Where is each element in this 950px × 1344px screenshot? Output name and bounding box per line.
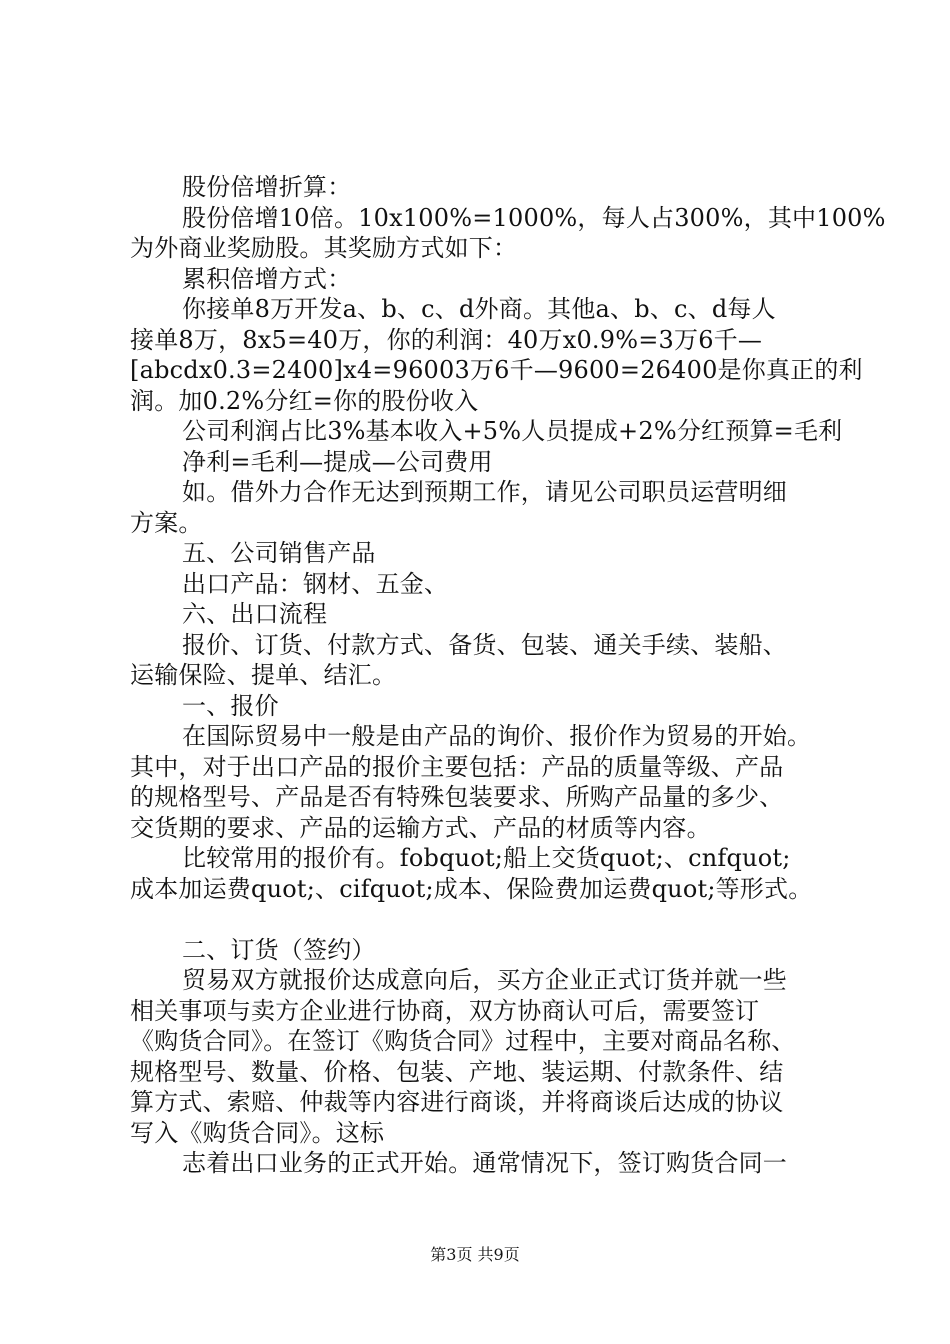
text-line: 规格型号、数量、价格、包装、产地、装运期、付款条件、结 [130,1057,784,1086]
text-line: 一、报价 [182,691,279,720]
body-text [130,172,886,1179]
text-line: 方案。 [130,508,203,537]
text-line: [abcdx0.3=2400]x4=96003万6千—9600=26400是你真正的利 [130,356,863,384]
blank-line [130,904,850,935]
text-line: 六、出口流程 [182,600,328,628]
text-line: 股份倍增折算： [182,173,352,201]
text-line: 运输保险、提单、结汇。 [130,661,397,689]
text-line: 为外商业奖励股。其奖励方式如下： [130,234,518,262]
text-line: 五、公司销售产品 [182,539,376,567]
text-line: 出口产品：钢材、五金、 [182,569,449,598]
text-line: 《购货合同》。在签订《购货合同》过程中，主要对商品名称、 [130,1027,796,1055]
text-line: 其中，对于出口产品的报价主要包括：产品的质量等级、产品 [130,752,784,781]
text-line: 志着出口业务的正式开始。通常情况下，签订购货合同一 [182,1149,787,1177]
text-line: 股份倍增10倍。10x100%=1000%，每人占300%，其中100% [182,203,886,232]
text-line: 报价、订货、付款方式、备货、包装、通关手续、装船、 [182,630,787,659]
text-line: 如。借外力合作无达到预期工作，请见公司职员运营明细 [182,478,787,506]
text-line: 累积倍增方式： [182,264,352,293]
text-line: 你接单8万开发a、b、c、d外商。其他a、b、c、d每人 [182,295,776,323]
text-line: 接单8万，8x5=40万，你的利润：40万x0.9%=3万6千— [130,325,763,354]
text-line: 写入《购货合同》。这标 [130,1118,385,1147]
text-line: 贸易双方就报价达成意向后，买方企业正式订货并就一些 [182,966,787,994]
page-footer: 第3页 共9页 [430,1245,520,1264]
text-line: 的规格型号、产品是否有特殊包装要求、所购产品量的多少、 [130,783,784,811]
text-line: 交货期的要求、产品的运输方式、产品的材质等内容。 [130,813,711,842]
text-line: 相关事项与卖方企业进行协商，双方协商认可后，需要签订 [130,996,760,1025]
text-line: 成本加运费quot;、cifquot;成本、保险费加运费quot;等形式。 [130,874,813,903]
text-line: 在国际贸易中一般是由产品的询价、报价作为贸易的开始。 [182,722,812,750]
text-line: 二、订货（签约） [182,935,376,964]
text-line: 净利=毛利—提成—公司费用 [182,447,493,476]
text-line: 算方式、索赔、仲裁等内容进行商谈，并将商谈后达成的协议 [130,1088,784,1116]
text-line: 比较常用的报价有。fobquot;船上交货quot;、cnfquot; [182,844,791,872]
text-line: 润。加0.2%分红=你的股份收入 [130,386,479,415]
text-line: 公司利润占比3%基本收入+5%人员提成+2%分红预算=毛利 [182,417,843,445]
